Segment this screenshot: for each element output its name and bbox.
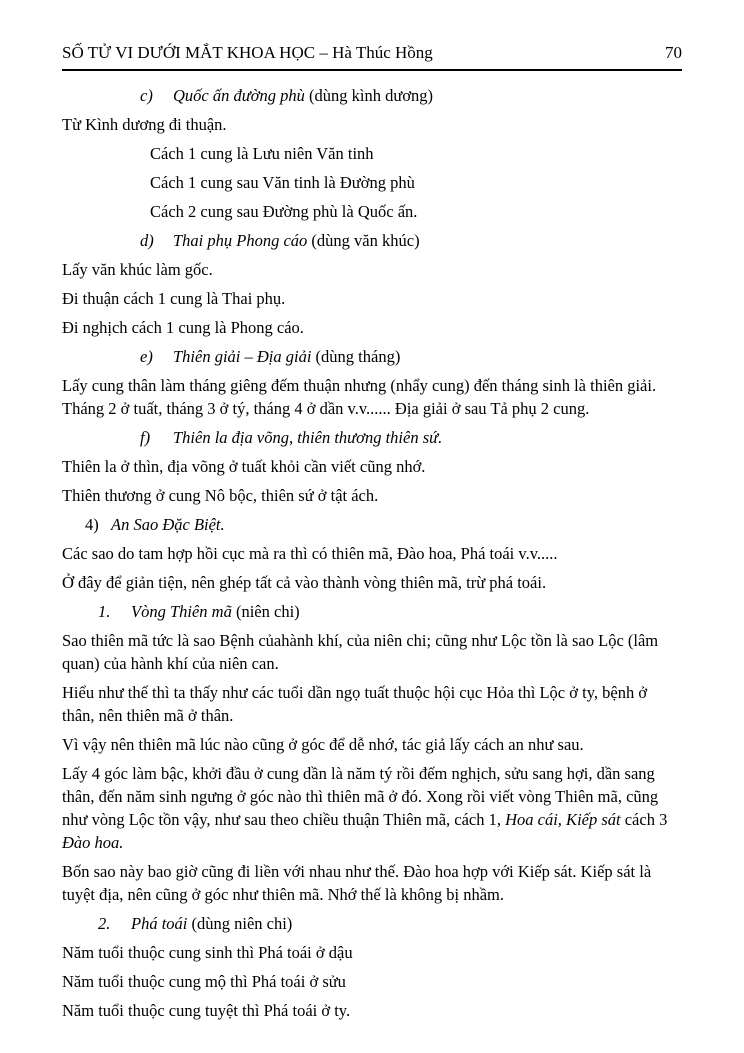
paragraph — [62, 258, 682, 281]
text-segment: cách 3 — [620, 810, 668, 829]
heading-letter — [62, 345, 682, 368]
section — [62, 513, 682, 536]
text-segment: Hoa cái, Kiếp sát — [505, 810, 621, 829]
text-segment: (dùng kình dương) — [304, 86, 434, 105]
paragraph — [62, 455, 682, 478]
list-marker: 4) — [85, 515, 99, 534]
text-segment: Đào hoa. — [62, 833, 124, 852]
paragraph — [62, 316, 682, 339]
text-segment: Cách 2 cung sau Đường phù là Quốc ấn. — [150, 202, 418, 221]
text-segment: Đi nghịch cách 1 cung là Phong cáo. — [62, 318, 304, 337]
text-segment: Vì vậy nên thiên mã lúc nào cũng ở góc để dễ nhớ, tác giả lấy cách an như sau. — [62, 735, 584, 754]
paragraph — [62, 542, 682, 565]
paragraph — [62, 374, 682, 420]
text-segment: Thiên giải – Địa giải — [173, 347, 312, 366]
list-marker: c) — [140, 86, 153, 105]
list-marker: 2. — [98, 914, 111, 933]
paragraph — [62, 571, 682, 594]
paragraph — [62, 681, 682, 727]
text-segment: (dùng niên chi) — [187, 914, 293, 933]
text-segment: Thiên la ở thìn, địa võng ở tuất khỏi cần viết cũng nhớ. — [62, 457, 426, 476]
text-segment: An Sao Đặc Biệt. — [111, 515, 225, 534]
text-segment: Từ Kình dương đi thuận. — [62, 115, 227, 134]
paragraph — [62, 860, 682, 906]
text-segment: (dùng tháng) — [311, 347, 401, 366]
text-segment: Thai phụ Phong cáo — [173, 231, 308, 250]
heading-letter — [62, 84, 682, 107]
indent — [62, 142, 682, 165]
text-segment: Thiên la địa võng, thiên thương thiên sứ. — [173, 428, 443, 447]
text-segment: Quốc ấn đường phù — [173, 86, 305, 105]
paragraph — [62, 287, 682, 310]
text-segment: Sao thiên mã tức là sao Bệnh củahành khí, của niên chi; cũng như Lộc tồn là sao Lộc (lâm quan) của hành khí của niên can. — [62, 631, 659, 673]
text-segment: Lấy cung thân làm tháng giêng đếm thuận nhưng (nhẩy cung) đến tháng sinh là thiên giải. Tháng 2 ở tuất, tháng 3 ở tý, tháng 4 ở dần v.v...... Địa giải ở sau Tả phụ 2 cung. — [62, 376, 657, 418]
list-marker: 1. — [98, 602, 111, 621]
heading-letter — [62, 229, 682, 252]
text-segment: Ở đây để giản tiện, nên ghép tất cả vào thành vòng thiên mã, trừ phá toái. — [62, 573, 547, 592]
text-segment: Lấy văn khúc làm gốc. — [62, 260, 213, 279]
paragraph — [62, 941, 682, 964]
indent — [62, 200, 682, 223]
paragraph — [62, 999, 682, 1022]
heading-letter — [62, 426, 682, 449]
text-segment: Năm tuổi thuộc cung mộ thì Phá toái ở sửu — [62, 972, 346, 991]
text-segment: (dùng văn khúc) — [307, 231, 420, 250]
text-segment: (niên chi) — [231, 602, 300, 621]
text-segment: Phá toái — [131, 914, 188, 933]
text-segment: Các sao do tam hợp hồi cục mà ra thì có thiên mã, Đào hoa, Phá toái v.v..... — [62, 544, 558, 563]
text-segment: Năm tuổi thuộc cung sinh thì Phá toái ở dậu — [62, 943, 353, 962]
subsection — [62, 600, 682, 623]
text-segment: Hiểu như thế thì ta thấy như các tuổi dần ngọ tuất thuộc hội cục Hỏa thì Lộc ở ty, bệnh ở thân, nên thiên mã ở thân. — [62, 683, 648, 725]
paragraph — [62, 970, 682, 993]
text-segment: Vòng Thiên mã — [131, 602, 232, 621]
text-segment: Cách 1 cung là Lưu niên Văn tinh — [150, 144, 374, 163]
text-segment: Năm tuổi thuộc cung tuyệt thì Phá toái ở ty. — [62, 1001, 351, 1020]
paragraph — [62, 113, 682, 136]
list-marker: e) — [140, 347, 153, 366]
text-segment: Lấy 4 góc làm bậc, khởi đầu ở cung dần là năm tý rồi đếm nghịch, sửu sang hợi, dần sang thân, đến năm sinh ngưng ở góc nào thì thiên mã ở đó. Xong rồi viết vòng Thiên mã, cũng như vòng Lộc tồn vậy, như sau theo chiều thuận Thiên mã, cách 1, — [62, 764, 659, 829]
list-marker: f) — [140, 428, 151, 447]
list-marker: d) — [140, 231, 154, 250]
indent — [62, 171, 682, 194]
subsection — [62, 912, 682, 935]
page-number: 70 — [665, 43, 682, 62]
document-body — [62, 71, 682, 1022]
running-title: SỐ TỬ VI DƯỚI MẮT KHOA HỌC – Hà Thúc Hồng — [62, 43, 433, 62]
text-segment: Bốn sao này bao giờ cũng đi liền với nhau như thế. Đào hoa hợp với Kiếp sát. Kiếp sát là tuyệt địa, nên cũng ở góc như thiên mã. Nhớ thế là không bị nhầm. — [62, 862, 652, 904]
text-segment: Cách 1 cung sau Văn tinh là Đường phù — [150, 173, 415, 192]
paragraph — [62, 733, 682, 756]
paragraph — [62, 629, 682, 675]
page-header — [62, 42, 682, 71]
text-segment: Đi thuận cách 1 cung là Thai phụ. — [62, 289, 286, 308]
text-segment: Thiên thương ở cung Nô bộc, thiên sứ ở tật ách. — [62, 486, 379, 505]
paragraph — [62, 484, 682, 507]
paragraph — [62, 762, 682, 854]
